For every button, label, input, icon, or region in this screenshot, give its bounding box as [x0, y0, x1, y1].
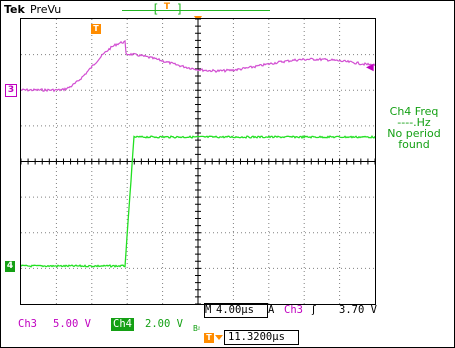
- ch3-scale[interactable]: 5.00 V: [53, 318, 91, 330]
- rising-edge-icon: ʃ: [312, 303, 316, 316]
- timebase-scale[interactable]: 4.00µs: [216, 304, 254, 316]
- ch4-label[interactable]: Ch4: [113, 318, 132, 330]
- brand-logo: Tek: [4, 3, 25, 16]
- trigger-level[interactable]: 3.70 V: [339, 304, 377, 316]
- ch3-ground-marker[interactable]: 3: [5, 84, 17, 97]
- ch4-scale[interactable]: 2.00 V: [145, 318, 183, 330]
- measurement-value: ----.Hz: [397, 116, 431, 129]
- trigger-position-icon: T: [204, 333, 214, 343]
- trigger-level-arrow-icon[interactable]: ◀: [366, 62, 374, 73]
- trigger-mode: A: [268, 304, 275, 316]
- measurement-status-line2: found: [398, 138, 430, 151]
- record-trigger-marker: T: [163, 2, 171, 12]
- record-bracket-left: [: [152, 2, 160, 16]
- measurement-status-line1: No period: [387, 127, 441, 140]
- measurement-readout: [378, 106, 450, 150]
- horizontal-position-value[interactable]: 11.3200µs: [224, 330, 299, 345]
- ch3-label[interactable]: Ch3: [18, 318, 37, 330]
- bandwidth-limit-icon: Bᵡ: [193, 324, 201, 333]
- timebase-mode: M: [205, 304, 212, 316]
- measurement-title: Ch4 Freq: [389, 105, 439, 118]
- waveform-graticule[interactable]: [20, 18, 376, 305]
- trigger-position-marker[interactable]: T: [91, 24, 101, 34]
- position-arrow-icon: [215, 335, 223, 340]
- graticule-svg: [21, 19, 375, 304]
- record-view-bar: [122, 10, 270, 11]
- acquisition-state: PreVu: [30, 3, 62, 16]
- record-bracket-right: ]: [176, 2, 184, 16]
- trigger-source[interactable]: Ch3: [284, 304, 303, 316]
- ch4-ground-marker[interactable]: 4: [6, 261, 14, 271]
